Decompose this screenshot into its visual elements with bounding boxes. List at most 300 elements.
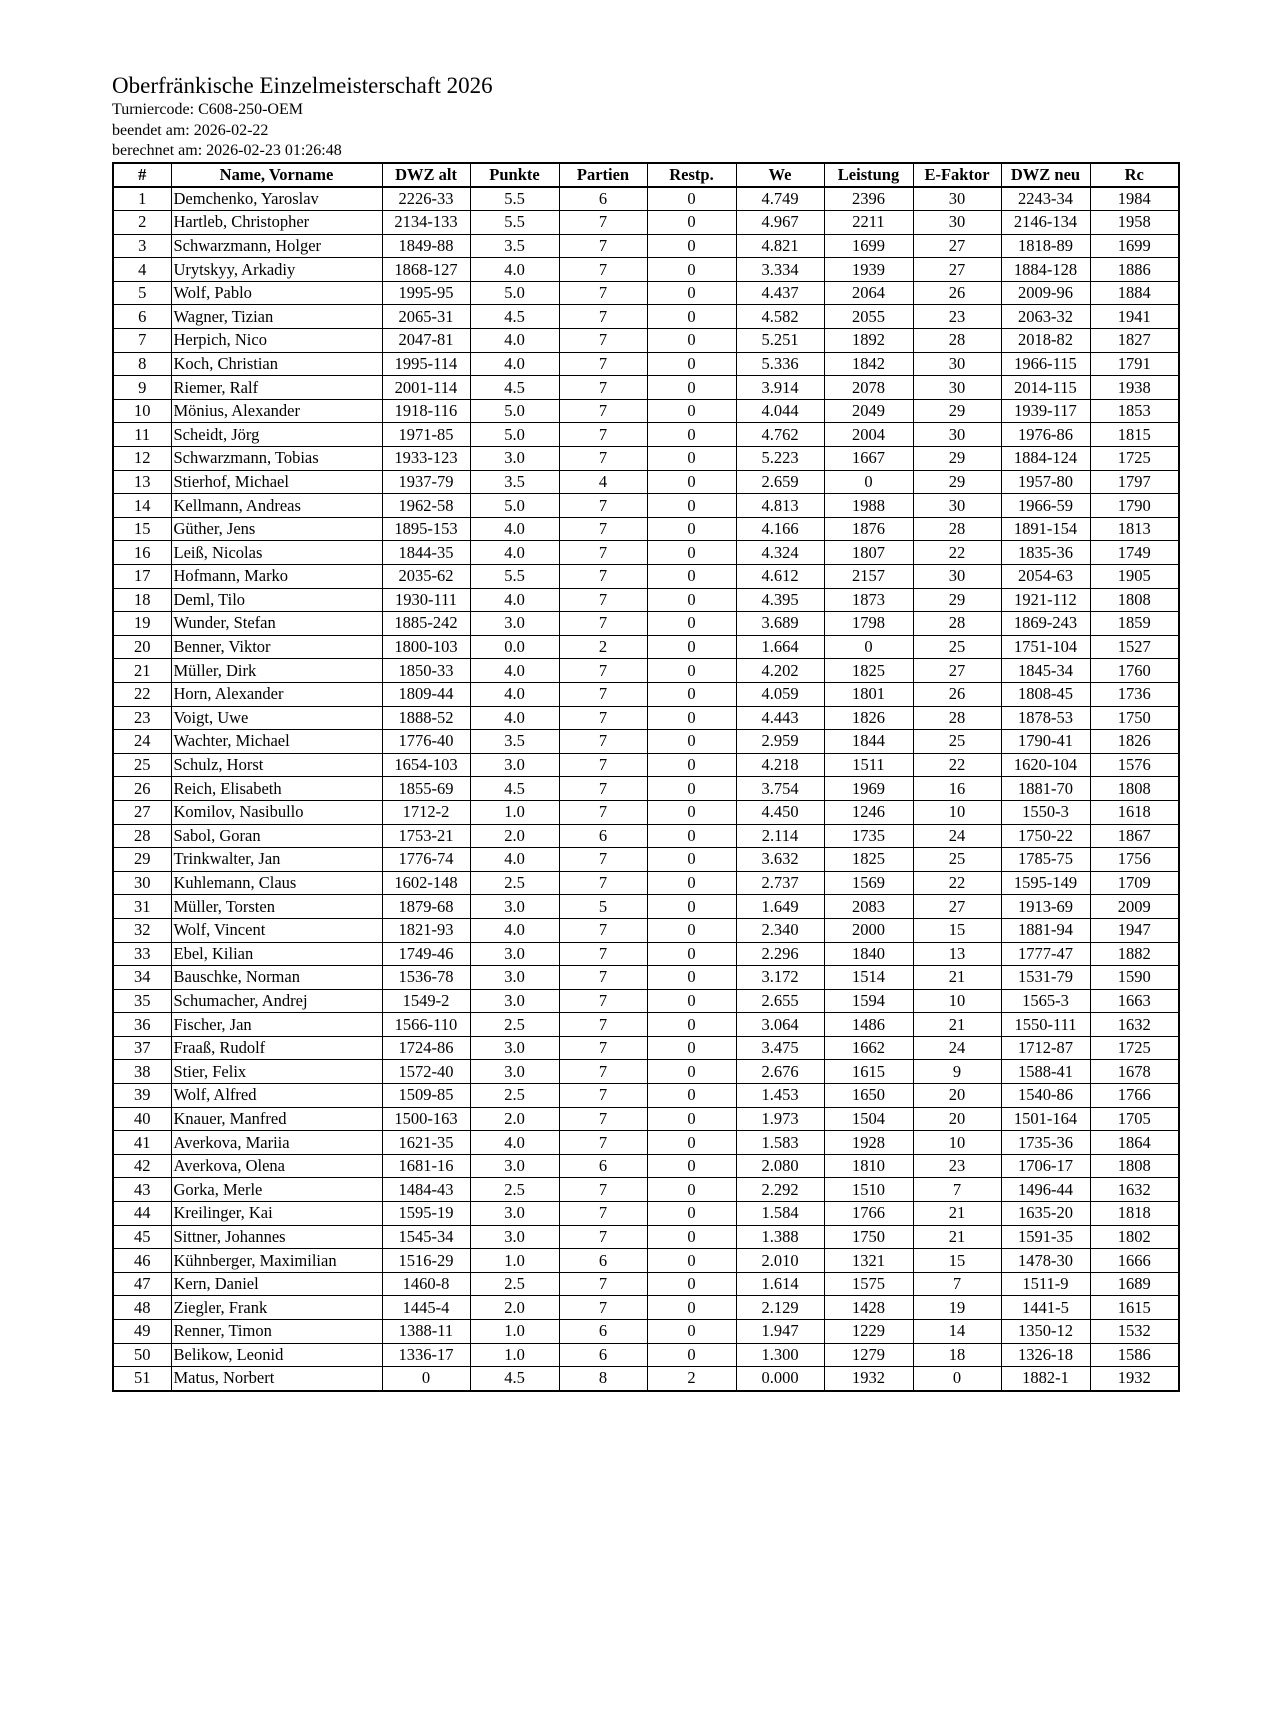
column-header-punkte: Punkte (470, 163, 559, 187)
cell-dwz-neu: 1591-35 (1001, 1225, 1090, 1249)
cell-dwz-neu: 1706-17 (1001, 1154, 1090, 1178)
cell-dwz-alt: 1545-34 (382, 1225, 470, 1249)
cell-partien: 7 (559, 517, 647, 541)
table-row (113, 706, 1179, 730)
cell-e-faktor: 23 (913, 1154, 1001, 1178)
cell-rc: 1750 (1090, 706, 1179, 730)
cell-punkte: 3.5 (470, 470, 559, 494)
cell-dwz-alt: 1336-17 (382, 1343, 470, 1367)
cell-restp: 0 (647, 942, 736, 966)
cell-punkte: 4.0 (470, 682, 559, 706)
cell-partien: 7 (559, 659, 647, 683)
cell-leistung: 1594 (824, 989, 913, 1013)
cell-name: Schwarzmann, Tobias (171, 447, 382, 471)
cell-we: 4.324 (736, 541, 824, 565)
cell-rank: 29 (113, 848, 171, 872)
table-row (113, 612, 1179, 636)
cell-e-faktor: 10 (913, 989, 1001, 1013)
cell-rc: 1884 (1090, 281, 1179, 305)
cell-e-faktor: 21 (913, 1202, 1001, 1226)
table-row (113, 494, 1179, 518)
cell-partien: 7 (559, 682, 647, 706)
cell-name: Schulz, Horst (171, 753, 382, 777)
cell-dwz-neu: 1881-70 (1001, 777, 1090, 801)
cell-dwz-alt: 1918-116 (382, 399, 470, 423)
cell-rc: 1689 (1090, 1272, 1179, 1296)
cell-dwz-alt: 1849-88 (382, 234, 470, 258)
cell-rank: 45 (113, 1225, 171, 1249)
cell-partien: 7 (559, 753, 647, 777)
cell-leistung: 1876 (824, 517, 913, 541)
cell-dwz-alt: 1509-85 (382, 1084, 470, 1108)
table-row (113, 871, 1179, 895)
cell-name: Demchenko, Yaroslav (171, 187, 382, 211)
cell-rank: 41 (113, 1131, 171, 1155)
cell-restp: 0 (647, 470, 736, 494)
table-row (113, 470, 1179, 494)
cell-rank: 10 (113, 399, 171, 423)
cell-rank: 3 (113, 234, 171, 258)
cell-dwz-alt: 1821-93 (382, 918, 470, 942)
cell-name: Wolf, Alfred (171, 1084, 382, 1108)
table-row (113, 305, 1179, 329)
cell-punkte: 4.0 (470, 352, 559, 376)
cell-punkte: 2.5 (470, 1178, 559, 1202)
cell-partien: 7 (559, 918, 647, 942)
cell-rank: 37 (113, 1036, 171, 1060)
cell-rank: 9 (113, 376, 171, 400)
cell-dwz-neu: 1565-3 (1001, 989, 1090, 1013)
cell-name: Bauschke, Norman (171, 966, 382, 990)
cell-we: 1.300 (736, 1343, 824, 1367)
cell-rc: 1760 (1090, 659, 1179, 683)
cell-leistung: 1969 (824, 777, 913, 801)
cell-punkte: 4.0 (470, 706, 559, 730)
cell-leistung: 0 (824, 470, 913, 494)
cell-dwz-alt: 1445-4 (382, 1296, 470, 1320)
cell-rc: 1947 (1090, 918, 1179, 942)
table-row (113, 1013, 1179, 1037)
cell-e-faktor: 27 (913, 895, 1001, 919)
cell-e-faktor: 20 (913, 1107, 1001, 1131)
cell-e-faktor: 29 (913, 470, 1001, 494)
cell-rank: 26 (113, 777, 171, 801)
cell-leistung: 1486 (824, 1013, 913, 1037)
cell-punkte: 4.0 (470, 848, 559, 872)
cell-e-faktor: 24 (913, 824, 1001, 848)
cell-dwz-neu: 1350-12 (1001, 1320, 1090, 1344)
cell-restp: 0 (647, 281, 736, 305)
cell-we: 3.632 (736, 848, 824, 872)
cell-punkte: 3.5 (470, 234, 559, 258)
cell-partien: 6 (559, 1343, 647, 1367)
cell-punkte: 1.0 (470, 1343, 559, 1367)
cell-rank: 14 (113, 494, 171, 518)
cell-rc: 1853 (1090, 399, 1179, 423)
cell-restp: 0 (647, 730, 736, 754)
cell-punkte: 3.0 (470, 942, 559, 966)
column-header-we: We (736, 163, 824, 187)
cell-dwz-alt: 1749-46 (382, 942, 470, 966)
cell-partien: 7 (559, 1036, 647, 1060)
cell-e-faktor: 21 (913, 1013, 1001, 1037)
cell-leistung: 1514 (824, 966, 913, 990)
cell-leistung: 2211 (824, 211, 913, 235)
cell-punkte: 4.0 (470, 659, 559, 683)
cell-e-faktor: 30 (913, 565, 1001, 589)
cell-name: Kellmann, Andreas (171, 494, 382, 518)
cell-rank: 13 (113, 470, 171, 494)
cell-rc: 2009 (1090, 895, 1179, 919)
cell-punkte: 4.5 (470, 1367, 559, 1391)
cell-restp: 0 (647, 1343, 736, 1367)
cell-rank: 31 (113, 895, 171, 919)
cell-partien: 7 (559, 281, 647, 305)
cell-e-faktor: 20 (913, 1084, 1001, 1108)
cell-leistung: 2000 (824, 918, 913, 942)
cell-punkte: 1.0 (470, 1249, 559, 1273)
cell-we: 1.947 (736, 1320, 824, 1344)
cell-restp: 2 (647, 1367, 736, 1391)
cell-rank: 18 (113, 588, 171, 612)
cell-dwz-neu: 1595-149 (1001, 871, 1090, 895)
cell-e-faktor: 25 (913, 635, 1001, 659)
cell-partien: 7 (559, 848, 647, 872)
cell-name: Hofmann, Marko (171, 565, 382, 589)
cell-rc: 1766 (1090, 1084, 1179, 1108)
cell-dwz-neu: 1785-75 (1001, 848, 1090, 872)
cell-restp: 0 (647, 447, 736, 471)
cell-e-faktor: 21 (913, 966, 1001, 990)
cell-leistung: 1428 (824, 1296, 913, 1320)
cell-name: Schumacher, Andrej (171, 989, 382, 1013)
cell-rc: 1725 (1090, 447, 1179, 471)
cell-name: Averkova, Olena (171, 1154, 382, 1178)
cell-e-faktor: 13 (913, 942, 1001, 966)
cell-we: 3.914 (736, 376, 824, 400)
cell-we: 4.821 (736, 234, 824, 258)
cell-dwz-neu: 1777-47 (1001, 942, 1090, 966)
calculated-timestamp: berechnet am: 2026-02-23 01:26:48 (112, 142, 342, 159)
cell-e-faktor: 29 (913, 447, 1001, 471)
cell-restp: 0 (647, 777, 736, 801)
table-row (113, 1084, 1179, 1108)
cell-dwz-neu: 1939-117 (1001, 399, 1090, 423)
table-row (113, 1272, 1179, 1296)
cell-punkte: 3.0 (470, 1060, 559, 1084)
cell-dwz-alt: 2134-133 (382, 211, 470, 235)
cell-partien: 7 (559, 612, 647, 636)
cell-rc: 1867 (1090, 824, 1179, 848)
cell-we: 3.754 (736, 777, 824, 801)
cell-name: Benner, Viktor (171, 635, 382, 659)
cell-dwz-neu: 1818-89 (1001, 234, 1090, 258)
cell-dwz-alt: 1516-29 (382, 1249, 470, 1273)
cell-leistung: 1939 (824, 258, 913, 282)
cell-leistung: 1844 (824, 730, 913, 754)
cell-rc: 1932 (1090, 1367, 1179, 1391)
cell-restp: 0 (647, 659, 736, 683)
column-header-e-faktor: E-Faktor (913, 163, 1001, 187)
cell-rank: 23 (113, 706, 171, 730)
cell-dwz-neu: 1750-22 (1001, 824, 1090, 848)
cell-dwz-alt: 2226-33 (382, 187, 470, 211)
cell-restp: 0 (647, 635, 736, 659)
cell-name: Riemer, Ralf (171, 376, 382, 400)
cell-restp: 0 (647, 352, 736, 376)
cell-punkte: 4.0 (470, 517, 559, 541)
table-row (113, 1060, 1179, 1084)
cell-name: Stierhof, Michael (171, 470, 382, 494)
cell-rc: 1618 (1090, 800, 1179, 824)
cell-rc: 1815 (1090, 423, 1179, 447)
cell-rc: 1802 (1090, 1225, 1179, 1249)
cell-rank: 16 (113, 541, 171, 565)
cell-we: 4.762 (736, 423, 824, 447)
cell-e-faktor: 15 (913, 1249, 1001, 1273)
cell-dwz-alt: 2065-31 (382, 305, 470, 329)
cell-dwz-alt: 1753-21 (382, 824, 470, 848)
cell-leistung: 2055 (824, 305, 913, 329)
column-header-dwz-neu: DWZ neu (1001, 163, 1090, 187)
table-row (113, 848, 1179, 872)
cell-leistung: 1840 (824, 942, 913, 966)
cell-rank: 35 (113, 989, 171, 1013)
cell-partien: 7 (559, 565, 647, 589)
cell-partien: 8 (559, 1367, 647, 1391)
cell-name: Kühnberger, Maximilian (171, 1249, 382, 1273)
cell-we: 5.251 (736, 329, 824, 353)
cell-partien: 5 (559, 895, 647, 919)
cell-restp: 0 (647, 565, 736, 589)
cell-punkte: 2.5 (470, 1272, 559, 1296)
cell-partien: 6 (559, 824, 647, 848)
cell-e-faktor: 15 (913, 918, 1001, 942)
cell-we: 4.395 (736, 588, 824, 612)
cell-rank: 21 (113, 659, 171, 683)
cell-punkte: 5.0 (470, 494, 559, 518)
table-row (113, 588, 1179, 612)
cell-e-faktor: 27 (913, 234, 1001, 258)
cell-leistung: 2083 (824, 895, 913, 919)
cell-name: Wunder, Stefan (171, 612, 382, 636)
cell-rank: 32 (113, 918, 171, 942)
cell-we: 2.676 (736, 1060, 824, 1084)
table-row (113, 1202, 1179, 1226)
cell-punkte: 4.5 (470, 376, 559, 400)
cell-partien: 7 (559, 1131, 647, 1155)
cell-name: Wachter, Michael (171, 730, 382, 754)
cell-rc: 1756 (1090, 848, 1179, 872)
cell-name: Trinkwalter, Jan (171, 848, 382, 872)
cell-punkte: 4.5 (470, 305, 559, 329)
cell-leistung: 1932 (824, 1367, 913, 1391)
cell-punkte: 3.5 (470, 730, 559, 754)
cell-we: 4.967 (736, 211, 824, 235)
cell-dwz-neu: 1808-45 (1001, 682, 1090, 706)
cell-dwz-alt: 1572-40 (382, 1060, 470, 1084)
cell-e-faktor: 28 (913, 329, 1001, 353)
cell-rank: 33 (113, 942, 171, 966)
cell-we: 2.737 (736, 871, 824, 895)
cell-leistung: 1750 (824, 1225, 913, 1249)
cell-leistung: 2078 (824, 376, 913, 400)
cell-partien: 7 (559, 777, 647, 801)
cell-dwz-alt: 1888-52 (382, 706, 470, 730)
cell-we: 2.129 (736, 1296, 824, 1320)
cell-we: 3.172 (736, 966, 824, 990)
table-row (113, 895, 1179, 919)
cell-we: 3.475 (736, 1036, 824, 1060)
cell-rank: 22 (113, 682, 171, 706)
cell-we: 4.044 (736, 399, 824, 423)
cell-e-faktor: 10 (913, 800, 1001, 824)
cell-rc: 1818 (1090, 1202, 1179, 1226)
cell-leistung: 2004 (824, 423, 913, 447)
cell-rc: 1826 (1090, 730, 1179, 754)
cell-dwz-neu: 1957-80 (1001, 470, 1090, 494)
cell-we: 4.612 (736, 565, 824, 589)
cell-dwz-alt: 1500-163 (382, 1107, 470, 1131)
cell-leistung: 2049 (824, 399, 913, 423)
table-row (113, 1154, 1179, 1178)
cell-partien: 7 (559, 730, 647, 754)
cell-leistung: 1807 (824, 541, 913, 565)
cell-rc: 1615 (1090, 1296, 1179, 1320)
cell-dwz-neu: 1921-112 (1001, 588, 1090, 612)
column-header-partien: Partien (559, 163, 647, 187)
cell-dwz-neu: 1550-3 (1001, 800, 1090, 824)
cell-dwz-neu: 1588-41 (1001, 1060, 1090, 1084)
cell-e-faktor: 16 (913, 777, 1001, 801)
cell-rc: 1958 (1090, 211, 1179, 235)
table-row (113, 753, 1179, 777)
cell-name: Horn, Alexander (171, 682, 382, 706)
cell-leistung: 1511 (824, 753, 913, 777)
cell-dwz-neu: 1884-128 (1001, 258, 1090, 282)
cell-dwz-alt: 1681-16 (382, 1154, 470, 1178)
cell-rc: 1797 (1090, 470, 1179, 494)
cell-leistung: 1662 (824, 1036, 913, 1060)
cell-dwz-neu: 1531-79 (1001, 966, 1090, 990)
cell-name: Schwarzmann, Holger (171, 234, 382, 258)
table-row (113, 565, 1179, 589)
cell-name: Voigt, Uwe (171, 706, 382, 730)
cell-dwz-alt: 1800-103 (382, 635, 470, 659)
cell-e-faktor: 26 (913, 682, 1001, 706)
cell-rc: 1576 (1090, 753, 1179, 777)
cell-dwz-alt: 2047-81 (382, 329, 470, 353)
cell-we: 4.582 (736, 305, 824, 329)
cell-rank: 11 (113, 423, 171, 447)
cell-name: Wolf, Vincent (171, 918, 382, 942)
cell-restp: 0 (647, 848, 736, 872)
cell-e-faktor: 28 (913, 612, 1001, 636)
cell-e-faktor: 30 (913, 211, 1001, 235)
cell-dwz-alt: 1933-123 (382, 447, 470, 471)
cell-we: 4.437 (736, 281, 824, 305)
cell-dwz-alt: 2035-62 (382, 565, 470, 589)
cell-rc: 1749 (1090, 541, 1179, 565)
cell-dwz-alt: 1484-43 (382, 1178, 470, 1202)
cell-we: 2.296 (736, 942, 824, 966)
cell-rc: 1736 (1090, 682, 1179, 706)
tournament-code: Turniercode: C608-250-OEM (112, 101, 303, 118)
cell-leistung: 1873 (824, 588, 913, 612)
cell-dwz-alt: 1995-114 (382, 352, 470, 376)
cell-leistung: 0 (824, 635, 913, 659)
column-header-name: Name, Vorname (171, 163, 382, 187)
cell-restp: 0 (647, 234, 736, 258)
cell-e-faktor: 22 (913, 753, 1001, 777)
cell-dwz-alt: 1809-44 (382, 682, 470, 706)
cell-punkte: 3.0 (470, 447, 559, 471)
cell-dwz-alt: 1937-79 (382, 470, 470, 494)
table-row (113, 281, 1179, 305)
cell-dwz-alt: 1844-35 (382, 541, 470, 565)
cell-restp: 0 (647, 918, 736, 942)
cell-dwz-neu: 1620-104 (1001, 753, 1090, 777)
cell-rank: 17 (113, 565, 171, 589)
cell-rank: 4 (113, 258, 171, 282)
cell-dwz-alt: 1388-11 (382, 1320, 470, 1344)
cell-partien: 7 (559, 423, 647, 447)
table-row (113, 1343, 1179, 1367)
cell-partien: 7 (559, 1107, 647, 1131)
cell-rank: 5 (113, 281, 171, 305)
cell-name: Wagner, Tizian (171, 305, 382, 329)
cell-leistung: 2396 (824, 187, 913, 211)
cell-name: Ziegler, Frank (171, 1296, 382, 1320)
cell-restp: 0 (647, 1013, 736, 1037)
cell-restp: 0 (647, 1320, 736, 1344)
cell-dwz-alt: 1776-40 (382, 730, 470, 754)
cell-punkte: 4.0 (470, 918, 559, 942)
cell-we: 2.080 (736, 1154, 824, 1178)
cell-dwz-alt: 1855-69 (382, 777, 470, 801)
cell-restp: 0 (647, 682, 736, 706)
cell-restp: 0 (647, 1249, 736, 1273)
cell-dwz-neu: 1966-59 (1001, 494, 1090, 518)
cell-leistung: 1510 (824, 1178, 913, 1202)
table-row (113, 329, 1179, 353)
cell-partien: 7 (559, 966, 647, 990)
cell-restp: 0 (647, 423, 736, 447)
cell-rc: 1678 (1090, 1060, 1179, 1084)
cell-name: Leiß, Nicolas (171, 541, 382, 565)
cell-dwz-neu: 1712-87 (1001, 1036, 1090, 1060)
table-row (113, 1320, 1179, 1344)
cell-partien: 7 (559, 541, 647, 565)
cell-partien: 7 (559, 1013, 647, 1037)
cell-e-faktor: 24 (913, 1036, 1001, 1060)
cell-dwz-neu: 1882-1 (1001, 1367, 1090, 1391)
cell-dwz-neu: 1540-86 (1001, 1084, 1090, 1108)
cell-name: Stier, Felix (171, 1060, 382, 1084)
cell-rank: 30 (113, 871, 171, 895)
cell-restp: 0 (647, 706, 736, 730)
cell-rank: 40 (113, 1107, 171, 1131)
cell-dwz-alt: 1566-110 (382, 1013, 470, 1037)
document-page (112, 72, 1180, 1392)
cell-restp: 0 (647, 494, 736, 518)
cell-restp: 0 (647, 187, 736, 211)
cell-punkte: 3.0 (470, 1036, 559, 1060)
cell-e-faktor: 14 (913, 1320, 1001, 1344)
cell-dwz-neu: 1869-243 (1001, 612, 1090, 636)
cell-rc: 1666 (1090, 1249, 1179, 1273)
table-row (113, 1131, 1179, 1155)
